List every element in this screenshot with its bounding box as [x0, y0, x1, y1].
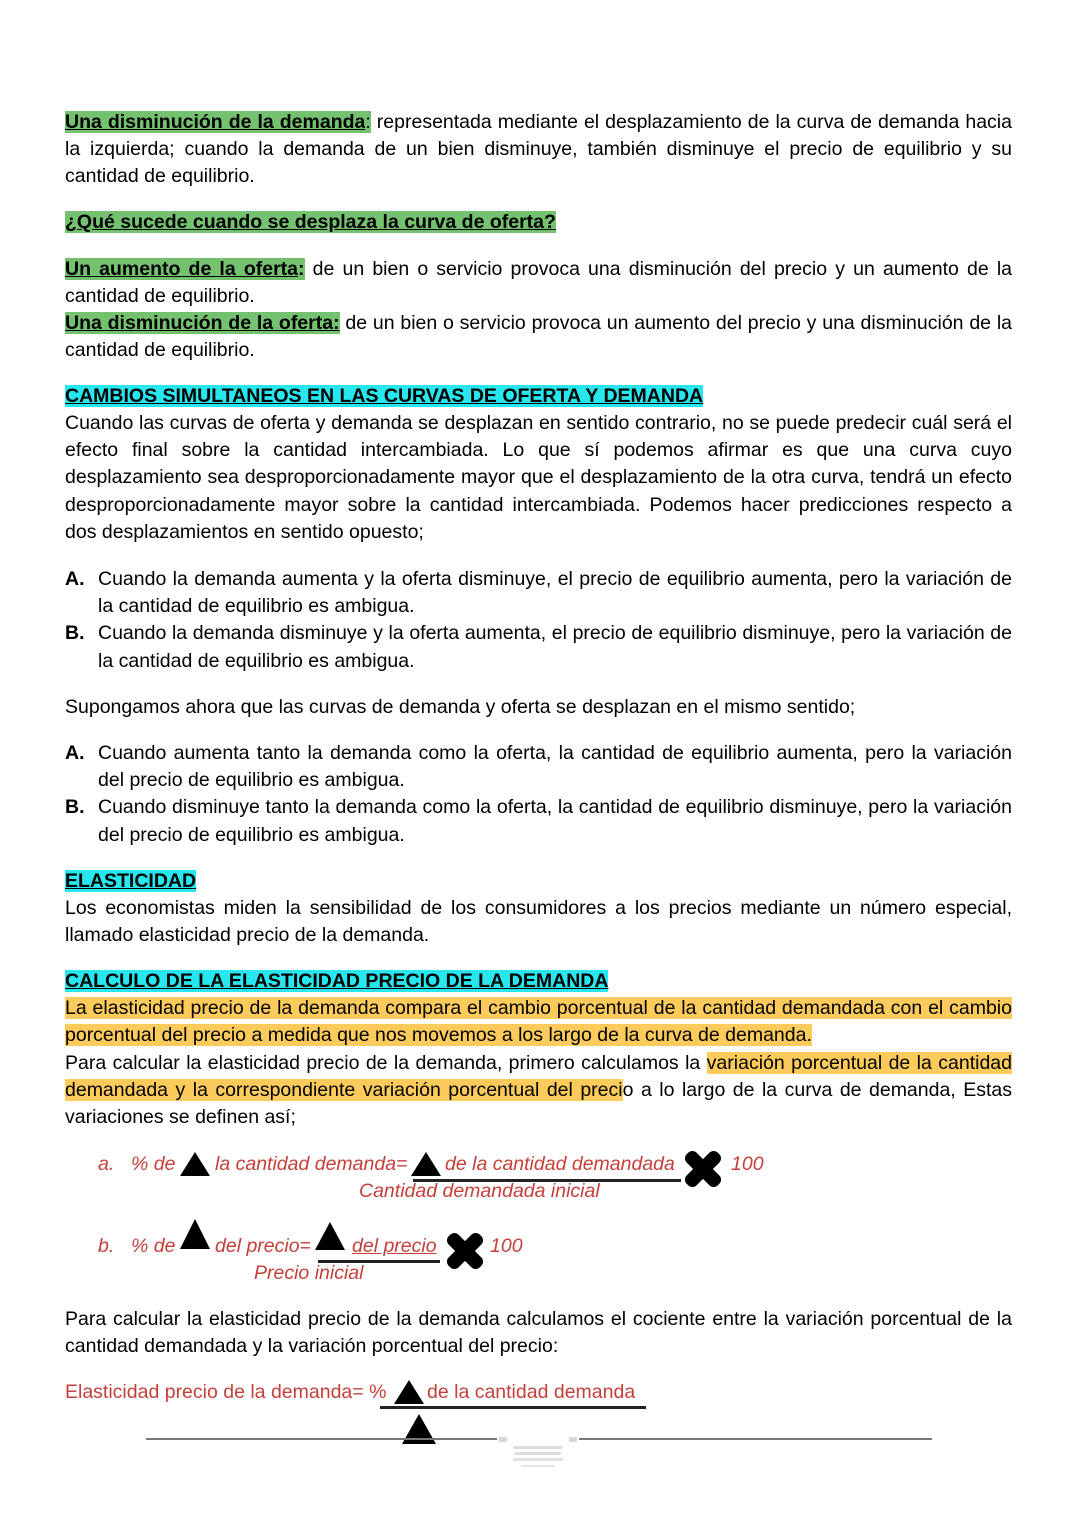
formula-pct: % de	[131, 1153, 176, 1175]
elasticidad-heading-text: ELASTICIDAD	[65, 870, 197, 892]
list-item	[65, 620, 1012, 674]
formula-numerator: de la cantidad demandada	[445, 1153, 675, 1175]
paragraph-cociente: Para calcular la elasticidad precio de la demanda calculamos el cociente entre la variación porcentual de la cantidad demandada y la variación porcentual del precio:	[65, 1308, 1012, 1358]
list-sentido-opuesto	[65, 566, 1012, 675]
list-mismo-sentido	[65, 740, 1012, 849]
section-question-heading	[65, 209, 1012, 236]
triangle-up-icon	[180, 1152, 210, 1176]
paragraph-disminucion-demanda	[65, 109, 1012, 191]
highlighted-phrase: variación porcentual de la cantidad demandada	[65, 1052, 1012, 1102]
formula-marker: a.	[98, 1153, 115, 1175]
paragraph-text: Para calcular la elasticidad precio de la demanda, primero calculamos la	[65, 1052, 707, 1074]
paragraph-cambios: Cuando las curvas de oferta y demanda se desplazan en sentido contrario, no se puede predecir cuál será el efecto final sobre la cantidad intercambiada. Lo que sí podemos afirmar es que una curva cuyo desplazamiento sea desproporcionadamente mayor que el desplazamiento de la otra curva, tendrá un efecto desproporcionadamente mayor sobre la cantidad intercambiada. Podemos hacer predicciones respecto a dos desplazamientos en sentido opuesto;	[65, 412, 1012, 543]
formula-marker: b.	[98, 1235, 115, 1257]
list-item-text: Cuando la demanda disminuye y la oferta aumenta, el precio de equilibrio disminuye, pero la variación de la cantidad de equilibrio es ambigua.	[98, 622, 1012, 672]
list-marker: B.	[65, 796, 85, 819]
paragraph-text: o a lo largo de la curva de demanda, Estas variaciones se definen así;	[65, 1079, 1012, 1129]
question-heading-text: ¿Qué sucede cuando se desplaza la curva de oferta?	[65, 211, 556, 233]
formula-left-side: la cantidad demanda=	[215, 1153, 408, 1175]
list-item-text: Cuando la demanda aumenta y la oferta disminuye, el precio de equilibrio aumenta, pero la variación de la cantidad de equilibrio es ambigua.	[98, 568, 1012, 618]
formula-label: Elasticidad precio de la demanda= %	[65, 1381, 387, 1403]
paragraph-text: representada mediante el desplazamiento de la curva de demanda hacia la izquierda; cuando la demanda de un bien disminuye, también disminuye el precio de equilibrio y su cantidad de equilibrio.	[65, 111, 1012, 188]
list-marker: A.	[65, 568, 85, 590]
list-item	[65, 566, 1012, 620]
term-aumento-oferta: Un aumento de la oferta	[65, 258, 299, 280]
term-colon: :	[365, 111, 371, 133]
paragraph-text: de un bien o servicio provoca un aumento del precio y una disminución de la cantidad de equilibrio.	[65, 312, 1012, 362]
formula-times-value: 100	[731, 1153, 764, 1175]
paragraph-calculo-highlight	[65, 995, 1012, 1049]
paragraph-mismo-sentido: Supongamos ahora que las curvas de demanda y oferta se desplazan en el mismo sentido;	[65, 696, 856, 718]
footer-logo	[497, 1434, 579, 1474]
calculo-heading-text: CALCULO DE LA ELASTICIDAD PRECIO DE LA DEMANDA	[65, 970, 609, 992]
formula-denominator: Precio inicial	[254, 1262, 364, 1284]
formula-denominator: Cantidad demandada inicial	[359, 1180, 600, 1202]
fraction-bar	[380, 1406, 646, 1409]
term-disminucion-oferta: Una disminución de la oferta:	[65, 312, 340, 334]
paragraph-calculo	[65, 1050, 1012, 1132]
multiply-cross-icon	[445, 1231, 485, 1271]
triangle-up-icon	[315, 1222, 345, 1250]
formula-pct: % de	[131, 1235, 176, 1257]
multiply-cross-icon	[683, 1149, 723, 1189]
highlighted-phrase: y la correspondiente variación porcentual del preci	[168, 1079, 623, 1102]
list-marker: A.	[65, 742, 85, 764]
list-item	[65, 740, 1012, 794]
list-item-text: Cuando aumenta tanto la demanda como la oferta, la cantidad de equilibrio aumenta, pero la variación del precio de equilibrio es ambigua.	[98, 742, 1012, 792]
formula-numerator: del precio	[352, 1235, 437, 1257]
list-marker: B.	[65, 622, 85, 645]
triangle-up-icon	[411, 1152, 441, 1176]
triangle-up-icon	[394, 1380, 424, 1404]
list-item-text: Cuando disminuye tanto la demanda como la oferta, la cantidad de equilibrio disminuye, pero la variación del precio de equilibrio es ambigua.	[98, 796, 1012, 846]
formula-left-side: del precio=	[215, 1235, 311, 1257]
formula-times-value: 100	[490, 1235, 523, 1257]
cambios-heading-text: CAMBIOS SIMULTANEOS EN LAS CURVAS DE OFERTA Y DEMANDA	[65, 385, 704, 407]
paragraph-disminucion-oferta	[65, 310, 1012, 364]
triangle-up-icon	[180, 1219, 210, 1249]
paragraph-aumento-oferta	[65, 256, 1012, 310]
highlighted-definition: La elasticidad precio de la demanda compara el cambio porcentual de la cantidad demandada con el cambio porcentual del precio a medida que nos movemos a los largo de la curva de demanda.	[65, 997, 1012, 1047]
paragraph-text: de un bien o servicio provoca una disminución del precio y un aumento de la cantidad de equilibrio.	[65, 258, 1013, 308]
term-disminucion-demanda: Una disminución de la demanda	[65, 111, 366, 133]
section-heading-calculo	[65, 968, 1012, 995]
section-heading-elasticidad	[65, 868, 1012, 895]
paragraph-elasticidad: Los economistas miden la sensibilidad de los consumidores a los precios mediante un número especial, llamado elasticidad precio de la demanda.	[65, 897, 1012, 947]
formula-numerator: de la cantidad demanda	[427, 1381, 636, 1403]
list-item	[65, 794, 1012, 848]
section-heading-cambios	[65, 383, 1012, 410]
term-colon: :	[298, 258, 305, 280]
